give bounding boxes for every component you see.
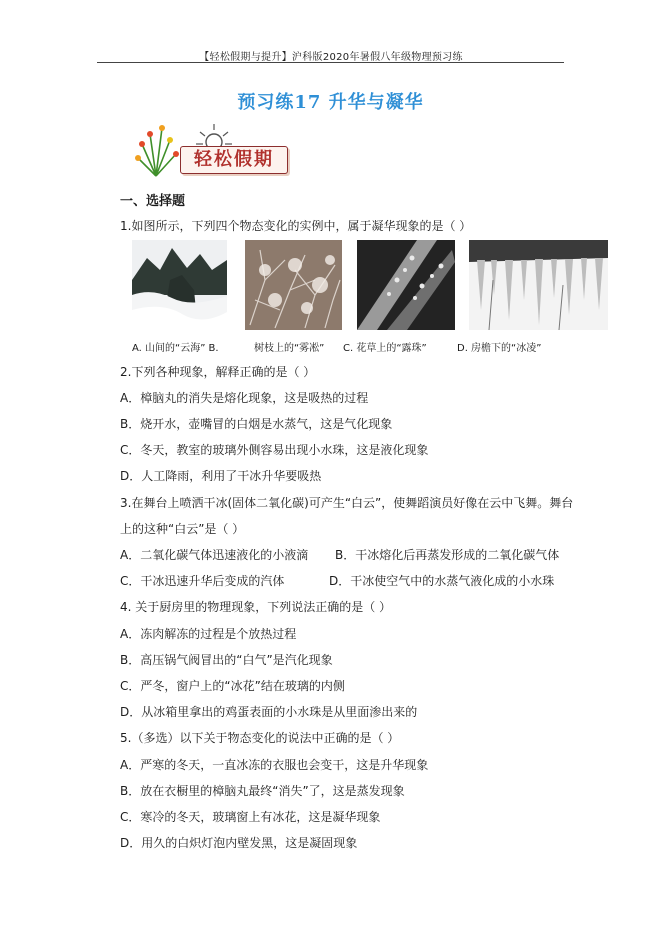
rime-photo [245, 240, 342, 330]
header-divider [97, 62, 564, 63]
option-caption-a: A. 山间的“云海” B. [132, 343, 219, 354]
section-title: 一、选择题 [120, 194, 186, 209]
question-3-option-a: A．二氧化碳气体迅速液化的小液滴 [120, 548, 309, 562]
question-4-option-d: D．从冰箱里拿出的鸡蛋表面的小水珠是从里面渗出来的 [120, 705, 418, 719]
holiday-banner [132, 120, 292, 178]
dew-photo [357, 240, 455, 330]
icicle-photo [469, 240, 608, 330]
question-5-option-c: C．寒冷的冬天，玻璃窗上有冰花，这是凝华现象 [120, 810, 381, 824]
question-4-stem: 4. 关于厨房里的物理现象，下列说法正确的是（ ） [120, 600, 392, 614]
question-4-option-b: B．高压锅气阀冒出的“白气”是汽化现象 [120, 653, 333, 667]
question-2-stem: 2.下列各种现象，解释正确的是（ ） [120, 365, 316, 379]
option-caption-d: D. 房檐下的“冰凌” [457, 343, 542, 354]
question-1-stem: 1.如图所示，下列四个物态变化的实例中，属于凝华现象的是（ ） [120, 219, 472, 233]
question-4-option-a: A．冻肉解冻的过程是个放热过程 [120, 627, 297, 641]
question-5-option-b: B．放在衣橱里的樟脑丸最终“消失”了，这是蒸发现象 [120, 784, 405, 798]
question-2-option-d: D．人工降雨，利用了干冰升华要吸热 [120, 469, 322, 483]
question-2-option-b: B．烧开水，壶嘴冒的白烟是水蒸气，这是气化现象 [120, 417, 393, 431]
question-3-option-c: C．干冰迅速升华后变成的汽体 [120, 574, 285, 588]
option-caption-b: 树枝上的“雾凇” [254, 343, 325, 354]
option-caption-c: C. 花草上的“露珠” [343, 343, 427, 354]
page-header: 【轻松假期与提升】沪科版2020年暑假八年级物理预习练 [199, 52, 463, 63]
question-3-stem-line1: 3.在舞台上喷洒干冰(固体二氧化碳)可产生“白云”，使舞蹈演员好像在云中飞舞。舞台 [120, 496, 574, 510]
question-4-option-c: C．严冬，窗户上的“冰花”结在玻璃的内侧 [120, 679, 345, 693]
question-5-stem: 5.（多选）以下关于物态变化的说法中正确的是（ ） [120, 731, 400, 745]
page-title: 预习练17 升华与凝华 [237, 92, 424, 113]
question-3-stem-line2: 上的这种“白云”是（ ） [120, 522, 245, 536]
question-5-option-a: A．严寒的冬天，一直冰冻的衣服也会变干，这是升华现象 [120, 758, 429, 772]
cloud-sea-photo [132, 240, 227, 330]
banner-label: 轻松假期 [180, 146, 288, 174]
question-3-option-b: B．干冰熔化后再蒸发形成的二氧化碳气体 [335, 548, 560, 562]
question-2-option-a: A．樟脑丸的消失是熔化现象，这是吸热的过程 [120, 391, 369, 405]
question-3-option-d: D．干冰使空气中的水蒸气液化成的小水珠 [329, 574, 555, 588]
question-5-option-d: D．用久的白炽灯泡内壁发黑，这是凝固现象 [120, 836, 358, 850]
question-2-option-c: C．冬天，教室的玻璃外侧容易出现小水珠，这是液化现象 [120, 443, 429, 457]
